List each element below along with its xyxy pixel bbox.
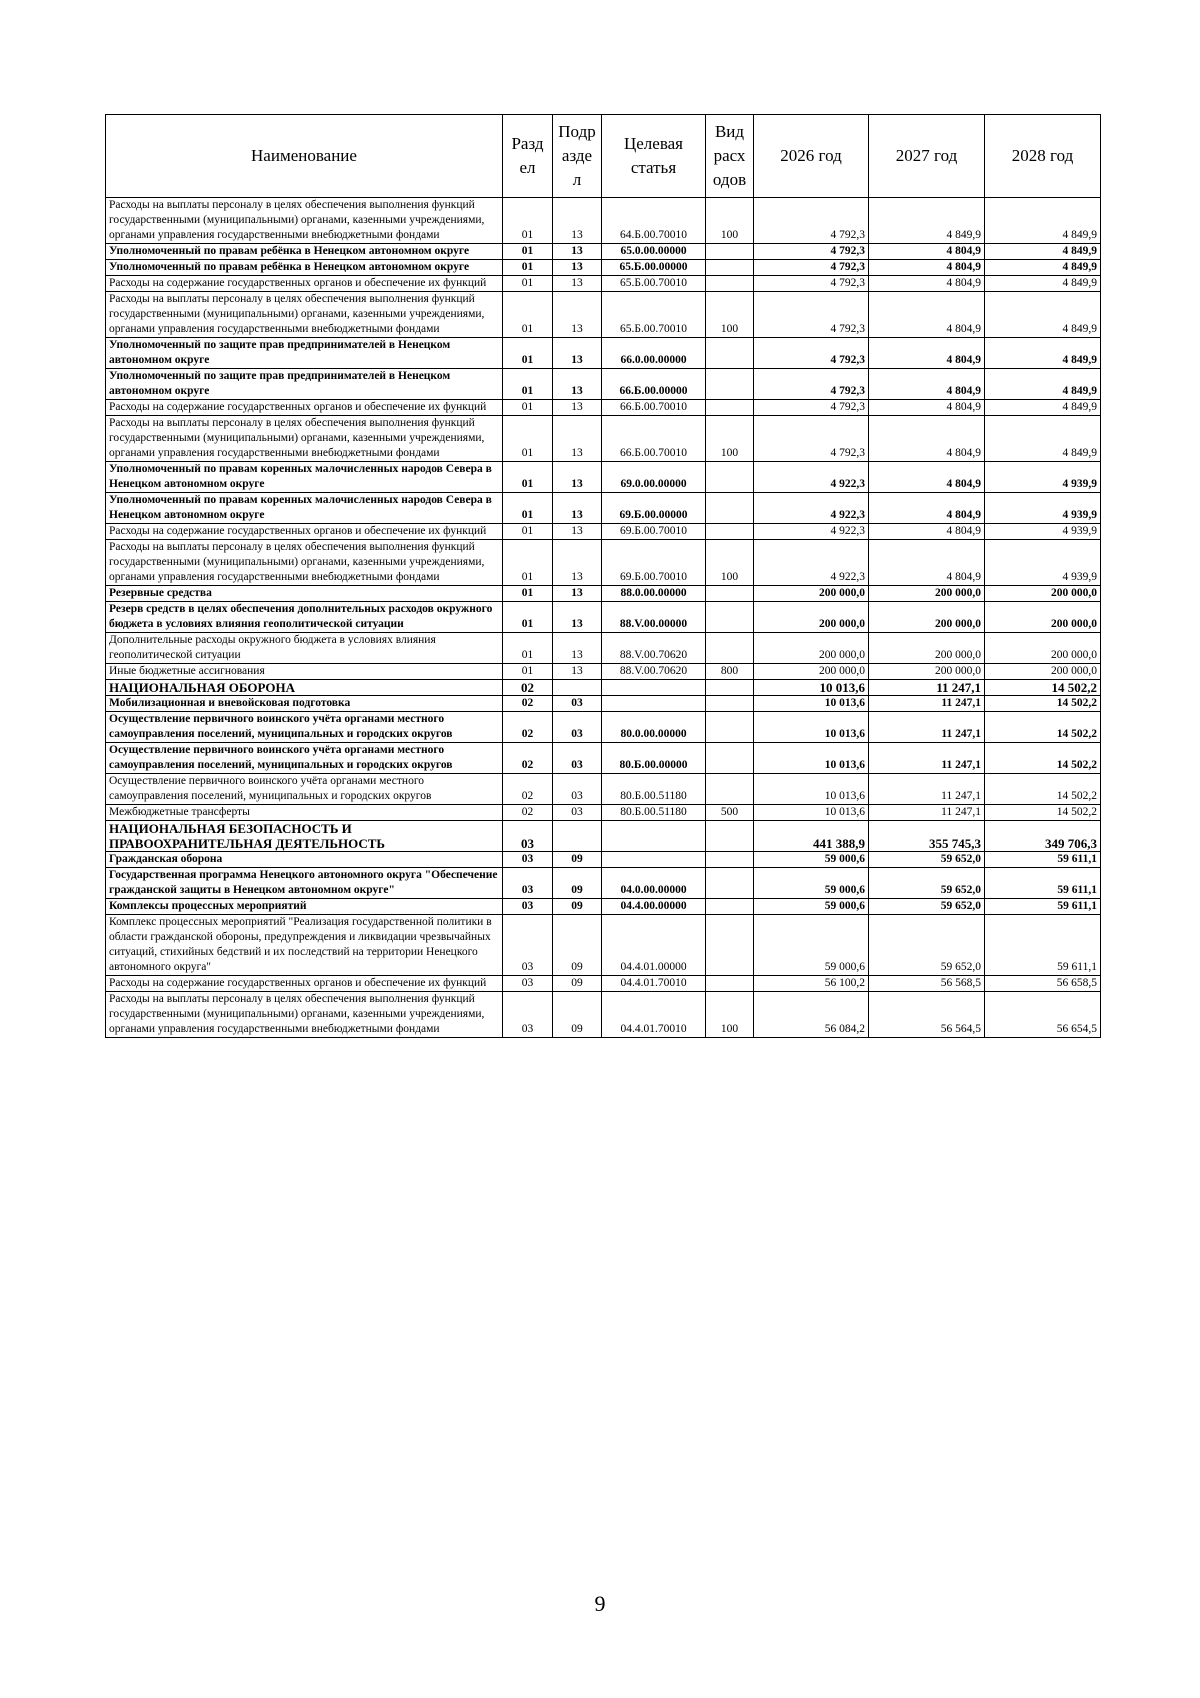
cell-2026: 59 000,6: [754, 868, 869, 899]
cell-section: 01: [503, 416, 553, 462]
table-row: [106, 524, 1101, 540]
cell-expense-type: [706, 369, 754, 400]
cell-target-article: 88.V.00.00000: [602, 602, 706, 633]
cell-expense-type: [706, 868, 754, 899]
cell-2027: 4 804,9: [869, 276, 985, 292]
cell-section: 01: [503, 369, 553, 400]
cell-subsection: 13: [553, 260, 602, 276]
cell-2027: 4 804,9: [869, 462, 985, 493]
cell-2026: 59 000,6: [754, 852, 869, 868]
cell-expense-type: [706, 524, 754, 540]
cell-2026: 4 922,3: [754, 462, 869, 493]
cell-2028: 4 849,9: [985, 276, 1101, 292]
cell-2027: 4 804,9: [869, 524, 985, 540]
cell-target-article: 88.V.00.70620: [602, 664, 706, 680]
cell-expense-type: [706, 276, 754, 292]
cell-2027: 59 652,0: [869, 915, 985, 976]
cell-section: 01: [503, 292, 553, 338]
table-row: [106, 462, 1101, 493]
cell-2026: 200 000,0: [754, 633, 869, 664]
cell-2028: 4 849,9: [985, 416, 1101, 462]
cell-subsection: 09: [553, 899, 602, 915]
cell-section: 03: [503, 899, 553, 915]
cell-name: Резервные средства: [106, 586, 503, 602]
cell-name: Расходы на содержание государственных органов и обеспечение их функций: [106, 976, 503, 992]
cell-section: 01: [503, 602, 553, 633]
cell-2026: 10 013,6: [754, 712, 869, 743]
cell-target-article: 04.4.01.00000: [602, 915, 706, 976]
cell-section: 02: [503, 712, 553, 743]
cell-expense-type: [706, 821, 754, 852]
cell-subsection: 13: [553, 369, 602, 400]
table-row: [106, 805, 1101, 821]
cell-expense-type: [706, 462, 754, 493]
cell-section: 01: [503, 664, 553, 680]
table-row: [106, 868, 1101, 899]
header-2028: 2028 год: [985, 115, 1101, 198]
cell-section: 01: [503, 244, 553, 260]
cell-2028: 14 502,2: [985, 805, 1101, 821]
cell-target-article: [602, 696, 706, 712]
cell-2027: 4 804,9: [869, 369, 985, 400]
cell-target-article: 66.0.00.00000: [602, 338, 706, 369]
cell-target-article: 66.Б.00.00000: [602, 369, 706, 400]
cell-expense-type: [706, 260, 754, 276]
cell-2028: 349 706,3: [985, 821, 1101, 852]
table-row: [106, 992, 1101, 1038]
cell-2026: 4 922,3: [754, 540, 869, 586]
cell-subsection: 13: [553, 276, 602, 292]
cell-target-article: 88.V.00.70620: [602, 633, 706, 664]
cell-expense-type: [706, 633, 754, 664]
table-row: [106, 664, 1101, 680]
cell-name: Уполномоченный по защите прав предпринимателей в Ненецком автономном округе: [106, 338, 503, 369]
cell-2026: 4 792,3: [754, 276, 869, 292]
cell-expense-type: [706, 976, 754, 992]
table-row: [106, 696, 1101, 712]
table-row: [106, 976, 1101, 992]
cell-2026: 4 792,3: [754, 400, 869, 416]
cell-subsection: [553, 680, 602, 696]
cell-expense-type: [706, 244, 754, 260]
cell-subsection: 09: [553, 852, 602, 868]
cell-expense-type: [706, 915, 754, 976]
table-row: [106, 633, 1101, 664]
cell-2026: 4 792,3: [754, 416, 869, 462]
cell-name: Уполномоченный по правам ребёнка в Ненецком автономном округе: [106, 244, 503, 260]
cell-2026: 4 792,3: [754, 292, 869, 338]
cell-target-article: 80.Б.00.51180: [602, 805, 706, 821]
cell-section: 02: [503, 743, 553, 774]
cell-2026: 4 792,3: [754, 260, 869, 276]
table-row: [106, 774, 1101, 805]
cell-expense-type: 100: [706, 198, 754, 244]
cell-2026: 10 013,6: [754, 805, 869, 821]
cell-2028: 200 000,0: [985, 586, 1101, 602]
cell-name: Дополнительные расходы окружного бюджета в условиях влияния геополитической ситуации: [106, 633, 503, 664]
cell-2027: 4 804,9: [869, 400, 985, 416]
table-header-row: [106, 115, 1101, 198]
cell-subsection: 03: [553, 696, 602, 712]
cell-subsection: 03: [553, 743, 602, 774]
cell-2028: 4 939,9: [985, 493, 1101, 524]
header-name: Наименование: [106, 115, 503, 198]
cell-2027: 4 804,9: [869, 260, 985, 276]
cell-subsection: 13: [553, 416, 602, 462]
cell-target-article: 69.Б.00.00000: [602, 493, 706, 524]
cell-section: 01: [503, 462, 553, 493]
cell-2027: 59 652,0: [869, 852, 985, 868]
cell-section: 01: [503, 586, 553, 602]
cell-name: Расходы на выплаты персоналу в целях обеспечения выполнения функций государственными (муниципальными) органами, казенными учреждениями, органами управления государственными внебюджетными фондами: [106, 992, 503, 1038]
cell-2028: 14 502,2: [985, 712, 1101, 743]
cell-target-article: 04.4.00.00000: [602, 899, 706, 915]
cell-section: 03: [503, 976, 553, 992]
table-row: [106, 493, 1101, 524]
cell-2027: 355 745,3: [869, 821, 985, 852]
cell-2026: 59 000,6: [754, 899, 869, 915]
table-row: [106, 821, 1101, 852]
cell-name: Расходы на выплаты персоналу в целях обеспечения выполнения функций государственными (муниципальными) органами, казенными учреждениями, органами управления государственными внебюджетными фондами: [106, 416, 503, 462]
cell-2028: 4 939,9: [985, 524, 1101, 540]
budget-table: [105, 114, 1101, 1038]
cell-name: Иные бюджетные ассигнования: [106, 664, 503, 680]
table-row: [106, 540, 1101, 586]
cell-2027: 4 804,9: [869, 292, 985, 338]
cell-name: Расходы на содержание государственных органов и обеспечение их функций: [106, 276, 503, 292]
cell-2027: 11 247,1: [869, 774, 985, 805]
table-row: [106, 852, 1101, 868]
cell-target-article: 04.4.01.70010: [602, 992, 706, 1038]
cell-target-article: 80.0.00.00000: [602, 712, 706, 743]
cell-subsection: 13: [553, 338, 602, 369]
cell-subsection: 09: [553, 992, 602, 1038]
cell-2027: 11 247,1: [869, 680, 985, 696]
table-row: [106, 680, 1101, 696]
cell-expense-type: 500: [706, 805, 754, 821]
cell-2027: 4 804,9: [869, 244, 985, 260]
cell-2027: 4 804,9: [869, 493, 985, 524]
cell-2028: 14 502,2: [985, 696, 1101, 712]
cell-subsection: 13: [553, 602, 602, 633]
table-row: [106, 586, 1101, 602]
cell-expense-type: 100: [706, 416, 754, 462]
cell-2028: 4 849,9: [985, 244, 1101, 260]
cell-2026: 10 013,6: [754, 743, 869, 774]
cell-target-article: [602, 821, 706, 852]
cell-2028: 4 849,9: [985, 198, 1101, 244]
cell-2028: 200 000,0: [985, 602, 1101, 633]
table-row: [106, 712, 1101, 743]
cell-subsection: 09: [553, 915, 602, 976]
cell-2026: 56 100,2: [754, 976, 869, 992]
cell-name: Гражданская оборона: [106, 852, 503, 868]
cell-target-article: 69.Б.00.70010: [602, 540, 706, 586]
cell-expense-type: 100: [706, 992, 754, 1038]
cell-subsection: [553, 821, 602, 852]
cell-2026: 4 792,3: [754, 338, 869, 369]
cell-section: 01: [503, 493, 553, 524]
cell-2027: 11 247,1: [869, 743, 985, 774]
cell-2027: 11 247,1: [869, 805, 985, 821]
cell-target-article: 65.Б.00.00000: [602, 260, 706, 276]
cell-2027: 11 247,1: [869, 696, 985, 712]
cell-subsection: 13: [553, 633, 602, 664]
cell-2026: 200 000,0: [754, 664, 869, 680]
cell-section: 03: [503, 821, 553, 852]
cell-expense-type: [706, 712, 754, 743]
cell-subsection: 13: [553, 292, 602, 338]
cell-2028: 200 000,0: [985, 664, 1101, 680]
header-section: Разд ел: [503, 115, 553, 198]
cell-subsection: 13: [553, 664, 602, 680]
table-row: [106, 602, 1101, 633]
cell-2028: 59 611,1: [985, 899, 1101, 915]
cell-2028: 4 939,9: [985, 540, 1101, 586]
cell-expense-type: [706, 586, 754, 602]
cell-name: Расходы на выплаты персоналу в целях обеспечения выполнения функций государственными (муниципальными) органами, казенными учреждениями, органами управления государственными внебюджетными фондами: [106, 540, 503, 586]
table-row: [106, 400, 1101, 416]
cell-name: Резерв средств в целях обеспечения дополнительных расходов окружного бюджета в условиях влияния геополитической ситуации: [106, 602, 503, 633]
cell-2028: 59 611,1: [985, 915, 1101, 976]
header-2026: 2026 год: [754, 115, 869, 198]
cell-subsection: 13: [553, 198, 602, 244]
cell-subsection: 13: [553, 462, 602, 493]
cell-2026: 10 013,6: [754, 680, 869, 696]
cell-2027: 200 000,0: [869, 586, 985, 602]
cell-subsection: 13: [553, 540, 602, 586]
cell-2026: 200 000,0: [754, 586, 869, 602]
cell-2028: 4 849,9: [985, 292, 1101, 338]
cell-section: 01: [503, 400, 553, 416]
cell-section: 02: [503, 680, 553, 696]
cell-expense-type: [706, 852, 754, 868]
cell-2028: 14 502,2: [985, 743, 1101, 774]
cell-section: 01: [503, 338, 553, 369]
cell-target-article: 65.0.00.00000: [602, 244, 706, 260]
cell-2028: 4 849,9: [985, 400, 1101, 416]
table-row: [106, 899, 1101, 915]
cell-subsection: 13: [553, 493, 602, 524]
cell-section: 03: [503, 992, 553, 1038]
cell-section: 03: [503, 852, 553, 868]
cell-2027: 59 652,0: [869, 899, 985, 915]
cell-target-article: 64.Б.00.70010: [602, 198, 706, 244]
cell-2027: 59 652,0: [869, 868, 985, 899]
cell-name: НАЦИОНАЛЬНАЯ БЕЗОПАСНОСТЬ И ПРАВООХРАНИТЕЛЬНАЯ ДЕЯТЕЛЬНОСТЬ: [106, 821, 503, 852]
cell-name: Расходы на выплаты персоналу в целях обеспечения выполнения функций государственными (муниципальными) органами, казенными учреждениями, органами управления государственными внебюджетными фондами: [106, 198, 503, 244]
cell-target-article: 66.Б.00.70010: [602, 400, 706, 416]
cell-target-article: 65.Б.00.70010: [602, 276, 706, 292]
cell-name: Уполномоченный по защите прав предпринимателей в Ненецком автономном округе: [106, 369, 503, 400]
header-2027: 2027 год: [869, 115, 985, 198]
cell-section: 02: [503, 774, 553, 805]
cell-subsection: 03: [553, 805, 602, 821]
cell-2028: 4 849,9: [985, 260, 1101, 276]
cell-2028: 59 611,1: [985, 852, 1101, 868]
cell-name: Расходы на содержание государственных органов и обеспечение их функций: [106, 400, 503, 416]
cell-2028: 59 611,1: [985, 868, 1101, 899]
cell-name: Мобилизационная и вневойсковая подготовка: [106, 696, 503, 712]
cell-2028: 4 939,9: [985, 462, 1101, 493]
table-row: [106, 743, 1101, 774]
cell-2027: 200 000,0: [869, 664, 985, 680]
cell-section: 02: [503, 696, 553, 712]
cell-section: 01: [503, 540, 553, 586]
cell-target-article: 04.4.01.70010: [602, 976, 706, 992]
header-subsection: Подр азде л: [553, 115, 602, 198]
cell-target-article: 66.Б.00.70010: [602, 416, 706, 462]
table-row: [106, 276, 1101, 292]
cell-name: Расходы на выплаты персоналу в целях обеспечения выполнения функций государственными (муниципальными) органами, казенными учреждениями, органами управления государственными внебюджетными фондами: [106, 292, 503, 338]
cell-expense-type: [706, 338, 754, 369]
cell-2026: 4 792,3: [754, 369, 869, 400]
cell-2027: 200 000,0: [869, 602, 985, 633]
cell-2026: 4 922,3: [754, 524, 869, 540]
cell-name: Комплекс процессных мероприятий "Реализация государственной политики в области гражданской обороны, предупреждения и ликвидации чрезвычайных ситуаций, стихийных бедствий и их последствий на территории Ненецкого автономного округа": [106, 915, 503, 976]
cell-section: 01: [503, 633, 553, 664]
table-row: [106, 260, 1101, 276]
cell-2027: 4 804,9: [869, 540, 985, 586]
cell-subsection: 03: [553, 712, 602, 743]
cell-subsection: 13: [553, 400, 602, 416]
cell-target-article: 04.0.00.00000: [602, 868, 706, 899]
table-row: [106, 338, 1101, 369]
cell-2028: 56 654,5: [985, 992, 1101, 1038]
cell-name: Уполномоченный по правам коренных малочисленных народов Севера в Ненецком автономном округе: [106, 493, 503, 524]
cell-name: Осуществление первичного воинского учёта органами местного самоуправления поселений, муниципальных и городских округов: [106, 712, 503, 743]
header-expense-type: Вид расх одов: [706, 115, 754, 198]
cell-subsection: 13: [553, 244, 602, 260]
cell-expense-type: [706, 696, 754, 712]
cell-expense-type: 100: [706, 540, 754, 586]
cell-expense-type: [706, 774, 754, 805]
cell-expense-type: [706, 602, 754, 633]
cell-target-article: 69.Б.00.70010: [602, 524, 706, 540]
cell-expense-type: 100: [706, 292, 754, 338]
cell-2028: 200 000,0: [985, 633, 1101, 664]
cell-2026: 56 084,2: [754, 992, 869, 1038]
cell-2027: 200 000,0: [869, 633, 985, 664]
cell-subsection: 09: [553, 976, 602, 992]
cell-expense-type: [706, 680, 754, 696]
cell-2026: 59 000,6: [754, 915, 869, 976]
cell-2026: 4 792,3: [754, 244, 869, 260]
cell-target-article: [602, 852, 706, 868]
cell-2028: 4 849,9: [985, 338, 1101, 369]
cell-name: Уполномоченный по правам коренных малочисленных народов Севера в Ненецком автономном округе: [106, 462, 503, 493]
cell-2028: 14 502,2: [985, 774, 1101, 805]
cell-target-article: [602, 680, 706, 696]
cell-2026: 4 792,3: [754, 198, 869, 244]
cell-2027: 4 804,9: [869, 338, 985, 369]
cell-target-article: 80.Б.00.00000: [602, 743, 706, 774]
table-row: [106, 244, 1101, 260]
cell-expense-type: [706, 899, 754, 915]
cell-2027: 11 247,1: [869, 712, 985, 743]
cell-target-article: 69.0.00.00000: [602, 462, 706, 493]
table-row: [106, 416, 1101, 462]
cell-expense-type: [706, 493, 754, 524]
cell-section: 01: [503, 260, 553, 276]
table-row: [106, 915, 1101, 976]
cell-section: 03: [503, 915, 553, 976]
cell-name: Осуществление первичного воинского учёта органами местного самоуправления поселений, муниципальных и городских округов: [106, 774, 503, 805]
cell-target-article: 65.Б.00.70010: [602, 292, 706, 338]
cell-subsection: 09: [553, 868, 602, 899]
cell-section: 01: [503, 198, 553, 244]
cell-2027: 56 564,5: [869, 992, 985, 1038]
cell-expense-type: [706, 743, 754, 774]
cell-2028: 14 502,2: [985, 680, 1101, 696]
cell-section: 01: [503, 276, 553, 292]
cell-2027: 56 568,5: [869, 976, 985, 992]
table-row: [106, 369, 1101, 400]
cell-2026: 10 013,6: [754, 696, 869, 712]
cell-subsection: 13: [553, 586, 602, 602]
cell-name: Расходы на содержание государственных органов и обеспечение их функций: [106, 524, 503, 540]
cell-section: 03: [503, 868, 553, 899]
cell-section: 01: [503, 524, 553, 540]
cell-2026: 4 922,3: [754, 493, 869, 524]
cell-2027: 4 804,9: [869, 416, 985, 462]
cell-name: Комплексы процессных мероприятий: [106, 899, 503, 915]
cell-name: НАЦИОНАЛЬНАЯ ОБОРОНА: [106, 680, 503, 696]
cell-name: Государственная программа Ненецкого автономного округа "Обеспечение гражданской защиты в Ненецком автономном округе": [106, 868, 503, 899]
cell-expense-type: 800: [706, 664, 754, 680]
cell-section: 02: [503, 805, 553, 821]
header-target-article: Целевая статья: [602, 115, 706, 198]
cell-2026: 200 000,0: [754, 602, 869, 633]
cell-2028: 56 658,5: [985, 976, 1101, 992]
cell-target-article: 88.0.00.00000: [602, 586, 706, 602]
cell-expense-type: [706, 400, 754, 416]
cell-2028: 4 849,9: [985, 369, 1101, 400]
cell-2026: 10 013,6: [754, 774, 869, 805]
cell-subsection: 13: [553, 524, 602, 540]
cell-name: Осуществление первичного воинского учёта органами местного самоуправления поселений, муниципальных и городских округов: [106, 743, 503, 774]
cell-target-article: 80.Б.00.51180: [602, 774, 706, 805]
cell-name: Межбюджетные трансферты: [106, 805, 503, 821]
table-row: [106, 292, 1101, 338]
cell-subsection: 03: [553, 774, 602, 805]
cell-2026: 441 388,9: [754, 821, 869, 852]
page-number: 9: [594, 1591, 606, 1616]
table-row: [106, 198, 1101, 244]
cell-name: Уполномоченный по правам ребёнка в Ненецком автономном округе: [106, 260, 503, 276]
cell-2027: 4 849,9: [869, 198, 985, 244]
